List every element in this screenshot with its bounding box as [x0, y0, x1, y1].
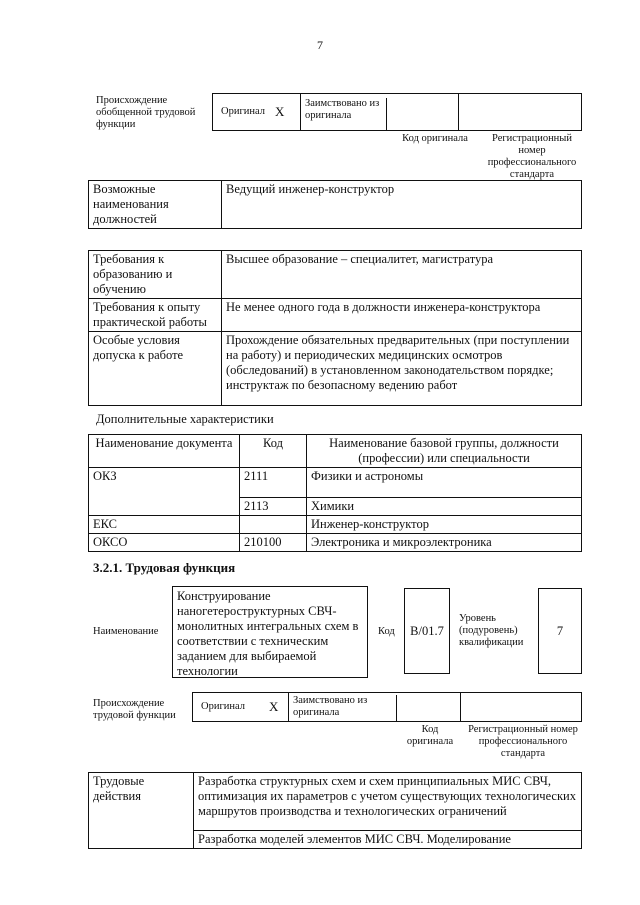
table-cell-doc: ОКЗ	[89, 468, 240, 516]
borrowed-label: Заимствовано из оригинала	[305, 98, 387, 130]
origin-table	[192, 692, 582, 722]
origin-label: Происхождение трудовой функции	[93, 698, 176, 721]
col-name-header: Наименование базовой группы, должности (профессии) или специальности	[307, 435, 582, 468]
origin-label: Происхождение обобщенной трудовой функции	[96, 95, 196, 130]
qualification-level-value: 7	[538, 588, 582, 674]
function-code-value: B/01.7	[404, 588, 450, 674]
table-cell-code: 210100	[240, 534, 307, 552]
function-name-value: Конструирование наногетероструктурных СВЧ-монолитных интегральных схем в соответствии с техническим заданием для выбираемой технологии	[172, 586, 368, 678]
col-code-header: Код	[240, 435, 307, 468]
table-cell-name: Инженер-конструктор	[307, 516, 582, 534]
table-cell-name: Электроника и микроэлектроника	[307, 534, 582, 552]
reg-number-cell	[461, 693, 581, 721]
code-original-cell	[397, 693, 461, 721]
req-experience-label: Требования к опыту практической работы	[89, 299, 222, 332]
positions-value: Ведущий инженер-конструктор	[222, 181, 582, 229]
page-number: 7	[317, 38, 323, 52]
requirements-table	[88, 250, 582, 406]
qualification-level-label: Уровень (подуровень) квалификации	[459, 613, 524, 648]
original-mark: X	[275, 104, 285, 119]
code-original-cell	[387, 94, 459, 130]
original-label: Оригинал	[201, 701, 245, 712]
borrowed-label: Заимствовано из оригинала	[293, 695, 397, 721]
action-item: Разработка структурных схем и схем принципиальных МИС СВЧ, оптимизация их параметров с учетом существующих технологических маршрутов производства и технологических ограничений	[194, 773, 582, 831]
action-item: Разработка моделей элементов МИС СВЧ. Моделирование	[194, 831, 582, 849]
positions-label: Возможные наименования должностей	[89, 181, 222, 229]
table-cell-name: Химики	[307, 498, 582, 516]
reg-number-cell	[459, 94, 581, 130]
actions-table	[88, 772, 582, 849]
positions-table	[88, 180, 582, 229]
req-experience-value: Не менее одного года в должности инженера-конструктора	[222, 299, 582, 332]
origin-table	[212, 93, 582, 131]
table-cell-code	[240, 516, 307, 534]
table-cell-doc: ЕКС	[89, 516, 240, 534]
col-doc-header: Наименование документа	[89, 435, 240, 468]
additional-table	[88, 434, 582, 552]
original-label: Оригинал	[221, 106, 265, 117]
req-education-label: Требования к образованию и обучению	[89, 251, 222, 299]
function-code-label: Код	[378, 626, 395, 637]
code-original-caption: Код оригинала	[406, 724, 454, 747]
table-cell-code: 2113	[240, 498, 307, 516]
function-name-label: Наименование	[93, 626, 159, 637]
table-cell-name: Физики и астрономы	[307, 468, 582, 498]
reg-number-caption: Регистрационный номер профессионального стандарта	[468, 724, 578, 759]
table-cell-code: 2111	[240, 468, 307, 498]
original-cell	[193, 693, 289, 721]
actions-label: Трудовые действия	[89, 773, 194, 849]
additional-title: Дополнительные характеристики	[96, 412, 274, 426]
original-mark: X	[269, 699, 279, 714]
original-cell	[213, 94, 301, 130]
req-conditions-label: Особые условия допуска к работе	[89, 332, 222, 406]
code-original-caption: Код оригинала	[402, 133, 468, 144]
section-title: 3.2.1. Трудовая функция	[93, 560, 236, 575]
table-cell-doc: ОКСО	[89, 534, 240, 552]
reg-number-caption: Регистрационный номер профессионального стандарта	[487, 133, 577, 180]
req-education-value: Высшее образование – специалитет, магистратура	[222, 251, 582, 299]
req-conditions-value: Прохождение обязательных предварительных (при поступлении на работу) и периодических медицинских осмотров (обследований) в установленном законодательством порядке; инструктаж по безопасному ведению работ	[222, 332, 582, 406]
